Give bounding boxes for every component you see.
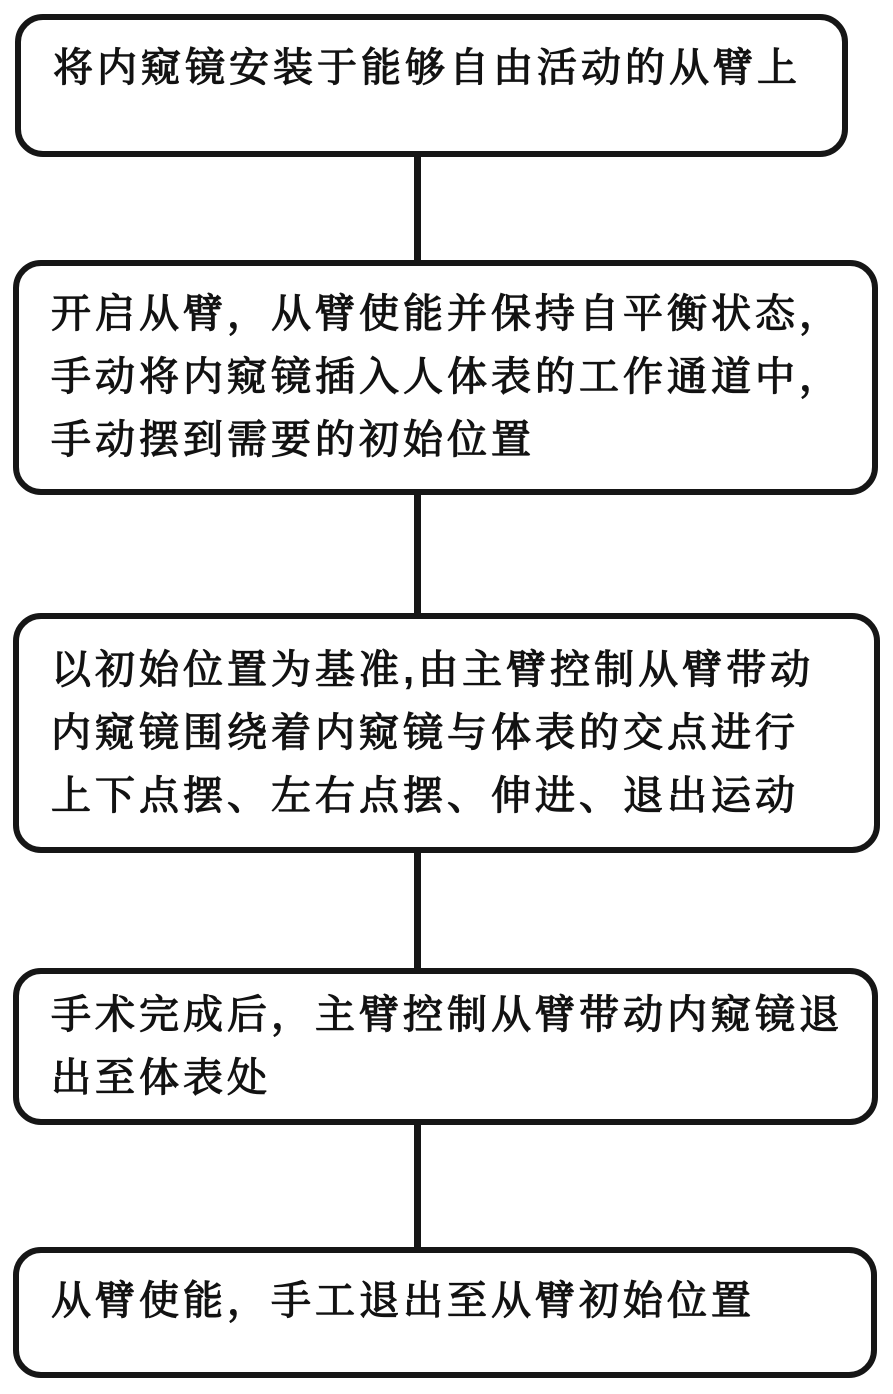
flow-step-4-text-line2: 出至体表处 xyxy=(51,1055,271,1100)
connector-step3-step4 xyxy=(414,849,421,972)
flow-step-5 xyxy=(13,1247,877,1378)
flow-step-1-text: 将内窥镜安装于能够自由活动的从臂上 xyxy=(53,46,801,90)
flow-step-3-text-line3: 上下点摆、左右点摆、伸进、退出运动 xyxy=(51,773,799,818)
flow-step-3-text-line1: 以初始位置为基准,由主臂控制从臂带动 xyxy=(51,647,815,692)
flow-step-2-text-line1: 开启从臂，从臂使能并保持自平衡状态， xyxy=(51,292,843,336)
flow-step-1 xyxy=(15,14,848,157)
flow-step-3-text-line2: 内窥镜围绕着内窥镜与体表的交点进行 xyxy=(51,710,799,755)
flow-step-2-text-line2: 手动将内窥镜插入人体表的工作通道中， xyxy=(51,355,843,399)
flow-step-2-text-line3: 手动摆到需要的初始位置 xyxy=(51,418,535,462)
flow-step-3 xyxy=(13,613,880,853)
flow-step-5-text: 从臂使能，手工退出至从臂初始位置 xyxy=(51,1279,755,1323)
connector-step4-step5 xyxy=(414,1121,421,1251)
flow-step-2 xyxy=(13,260,878,495)
connector-step1-step2 xyxy=(414,153,421,265)
flow-step-4-text-line1: 手术完成后，主臂控制从臂带动内窥镜退 xyxy=(51,992,843,1037)
flow-step-4 xyxy=(13,968,878,1125)
connector-step2-step3 xyxy=(414,491,421,617)
